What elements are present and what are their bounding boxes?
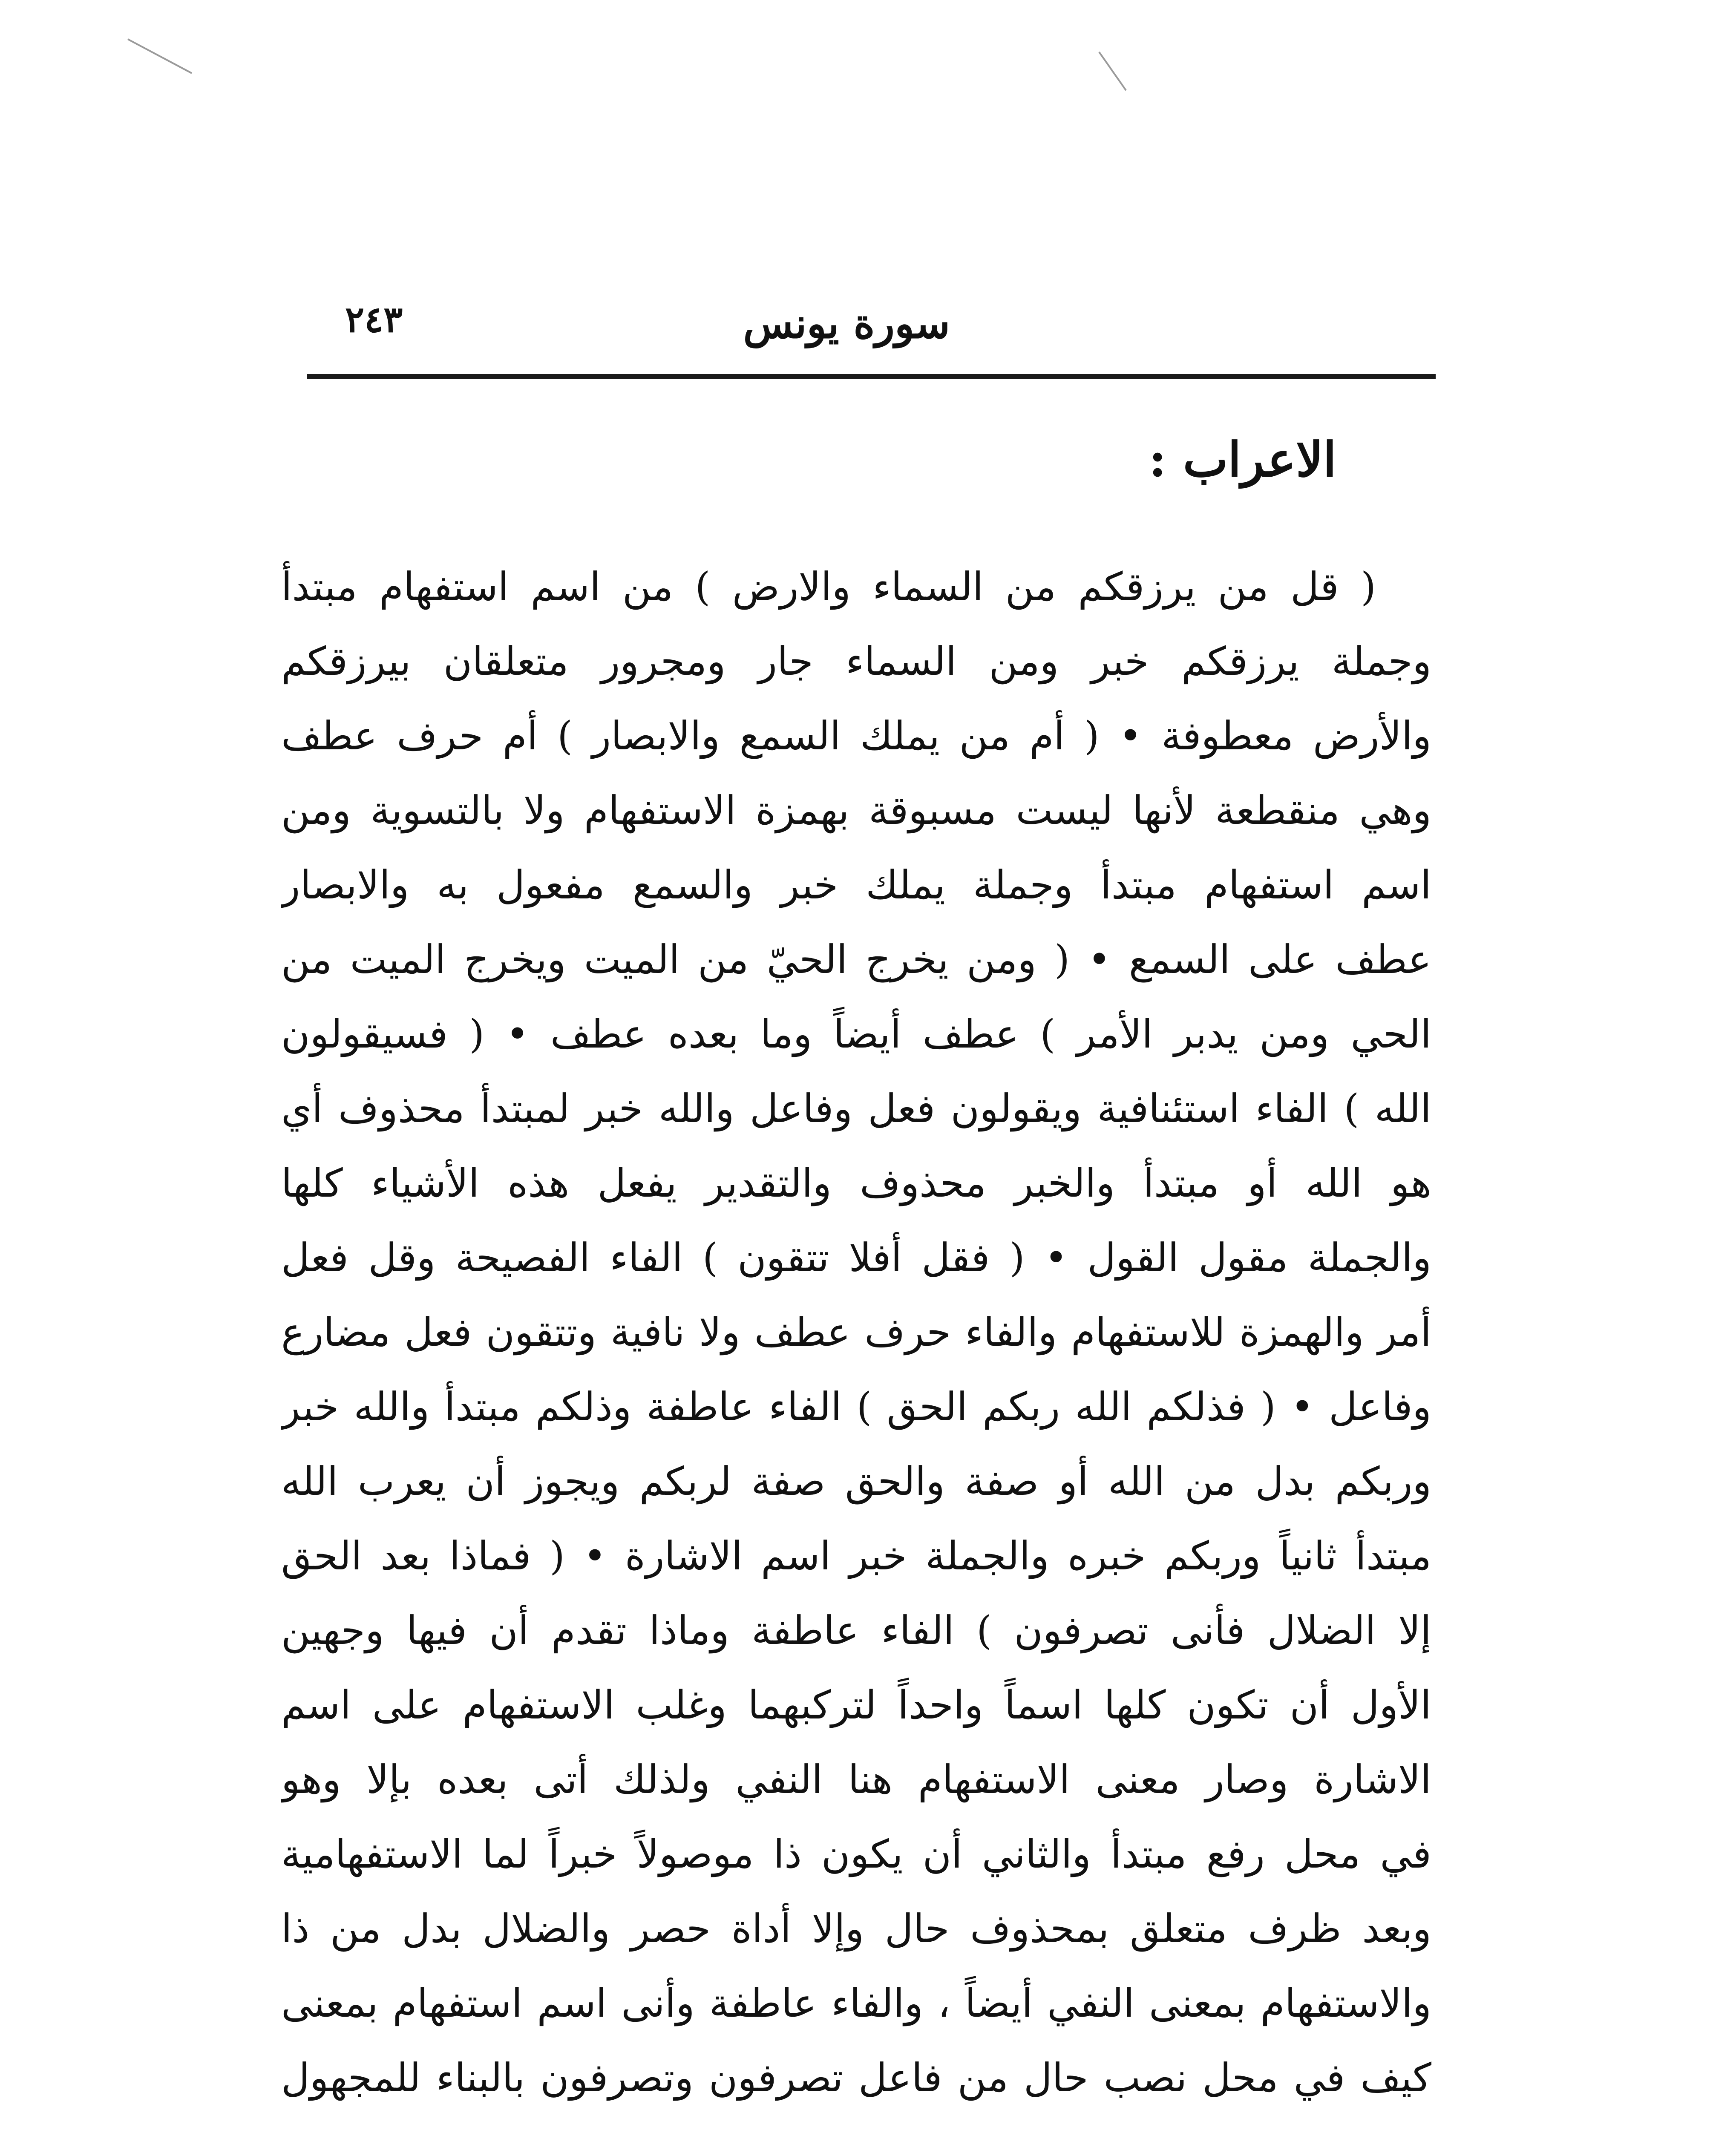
section-heading: الاعراب : — [1149, 432, 1336, 488]
text-line: أمر والهمزة للاستفهام والفاء حرف عطف ولا نافية وتتقون فعل مضارع — [281, 1310, 1431, 1355]
text-line: وفاعل • ( فذلكم الله ربكم الحق ) الفاء عاطفة وذلكم مبتدأ والله خبر — [281, 1384, 1431, 1430]
text-line: هو الله أو مبتدأ والخبر محذوف والتقدير يفعل هذه الأشياء كلها — [281, 1160, 1431, 1206]
text-line: عطف على السمع • ( ومن يخرج الحيّ من الميت ويخرج الميت من — [281, 937, 1431, 982]
surah-title: سورة يونس — [743, 299, 950, 348]
text-line — [281, 2115, 1431, 2130]
text-line: والأرض معطوفة • ( أم من يملك السمع والابصار ) أم حرف عطف — [281, 713, 1431, 759]
text-line: كيف في محل نصب حال من فاعل تصرفون وتصرفون بالبناء للمجهول — [281, 2055, 1431, 2101]
text-line: وجملة يرزقكم خبر ومن السماء جار ومجرور متعلقان بيرزقكم — [281, 639, 1431, 684]
text-line: الحي ومن يدبر الأمر ) عطف أيضاً وما بعده عطف • ( فسيقولون — [281, 1011, 1431, 1057]
text-line: إلا الضلال فأنى تصرفون ) الفاء عاطفة وماذا تقدم أن فيها وجهين — [281, 1608, 1431, 1653]
text-line: وهي منقطعة لأنها ليست مسبوقة بهمزة الاستفهام ولا بالتسوية ومن — [281, 788, 1431, 833]
text-line: مبتدأ ثانياً وربكم خبره والجملة خبر اسم الاشارة • ( فماذا بعد الحق — [281, 1533, 1431, 1579]
text-line: الأول أن تكون كلها اسماً واحداً لتركبهما وغلب الاستفهام على اسم — [281, 1682, 1431, 1728]
text-line: الاشارة وصار معنى الاستفهام هنا النفي ولذلك أتى بعده بإلا وهو — [281, 1757, 1431, 1802]
text-line: الله ) الفاء استئنافية ويقولون فعل وفاعل والله خبر لمبتدأ محذوف أي — [281, 1086, 1431, 1131]
text-line: والاستفهام بمعنى النفي أيضاً ، والفاء عاطفة وأنى اسم استفهام بمعنى — [281, 1980, 1431, 2026]
text-line: ( قل من يرزقكم من السماء والارض ) من اسم استفهام مبتدأ — [281, 564, 1376, 610]
scan-artifact — [1098, 52, 1126, 91]
text-line: في محل رفع مبتدأ والثاني أن يكون ذا موصولاً خبراً لما الاستفهامية — [281, 1831, 1431, 1877]
text-line: وربكم بدل من الله أو صفة والحق صفة لربكم ويجوز أن يعرب الله — [281, 1459, 1431, 1504]
page-number: ٢٤٣ — [345, 298, 403, 340]
text-line: وبعد ظرف متعلق بمحذوف حال وإلا أداة حصر والضلال بدل من ذا — [281, 1906, 1431, 1952]
text-line: والجملة مقول القول • ( فقل أفلا تتقون ) الفاء الفصيحة وقل فعل — [281, 1235, 1431, 1281]
body-text — [281, 550, 1431, 2130]
text-line: اسم استفهام مبتدأ وجملة يملك خبر والسمع مفعول به والابصار — [281, 862, 1431, 908]
scan-artifact — [127, 38, 192, 74]
header-divider — [307, 374, 1436, 379]
running-header — [307, 290, 1436, 354]
